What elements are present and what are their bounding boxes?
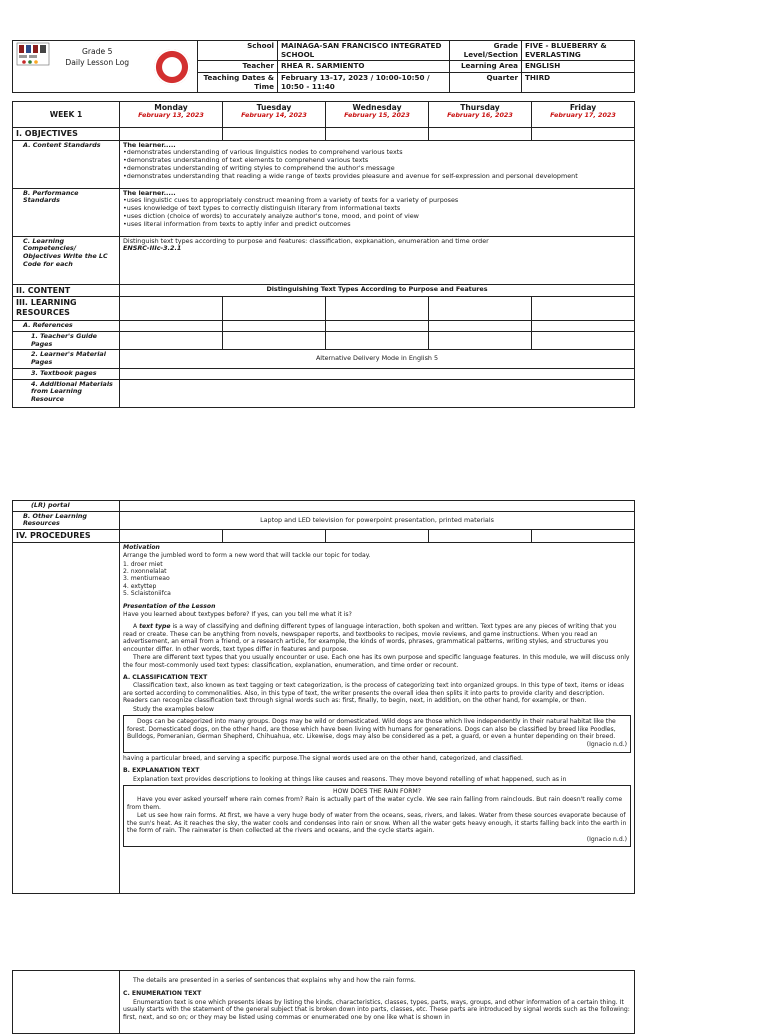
grade-section-label: Grade Level/Section bbox=[450, 41, 522, 61]
competencies-label: C. Learning Competencies/ Objectives Write the LC Code for each bbox=[13, 236, 120, 284]
learning-area-value: ENGLISH bbox=[522, 61, 635, 73]
content-standards-value: The learner..... • demonstrates understanding of various linguistics nodes to comprehend various texts • demonstrates understanding of text elements to comprehend various texts • demonstrates understanding of writing styles to comprehend the author's message • demonstrates understanding that reading a wide range of texts provides pleasure and avenue for self-expression and personal development bbox=[120, 140, 635, 188]
content-value: Distinguishing Text Types According to Purpose and Features bbox=[120, 284, 635, 297]
header-table bbox=[12, 40, 635, 93]
objectives-title: I. OBJECTIVES bbox=[13, 128, 120, 141]
teacher-label: Teacher bbox=[198, 61, 278, 73]
other-resources-label: B. Other Learning Resources bbox=[13, 511, 120, 529]
other-resources-value: Laptop and LED television for powerpoint presentation, printed materials bbox=[120, 511, 635, 529]
page3-label-cell bbox=[13, 971, 120, 1034]
grade-section-value: FIVE - BLUEBERRY & EVERLASTING bbox=[522, 41, 635, 61]
lr-portal-label: (LR) portal bbox=[13, 501, 120, 512]
page3-body: The details are presented in a series of sentences that explains why and how the rain forms. C. ENUMERATION TEXT Enumeration text is one which presents ideas by listing the kinds, characteristics, classes, types, parts, ways, groups, and other information of a certain thing. It usually starts with the statement of the general subject that is broken down into parts, classes, etc. These parts are introduced by signal words such as the following: first, next, and so on; or they may be listed using commas or enumerated one by one like what is shown in bbox=[120, 971, 635, 1034]
lesson-table bbox=[12, 101, 635, 407]
school-value: MAINAGA-SAN FRANCISCO INTEGRATED SCHOOL bbox=[278, 41, 450, 61]
teachers-guide-label: 1. Teacher's Guide Pages bbox=[13, 332, 120, 350]
jumbled-words-list: 1. droer miet 2. nxonnelalat 3. mentiurneao 4. extyttep 5. Sclaistoniifca bbox=[123, 560, 171, 598]
teaching-dates-label: Teaching Dates & Time bbox=[198, 72, 278, 92]
competencies-value: Distinguish text types according to purpose and features: classification, expkanation, enumeration and time order ENSRC-IIIc-3.2.1 bbox=[120, 236, 635, 284]
page-1 bbox=[12, 40, 634, 408]
seal-cell bbox=[148, 41, 198, 93]
page-2 bbox=[12, 500, 634, 894]
day-monday: Monday February 13, 2023 bbox=[120, 102, 223, 128]
teacher-value: RHEA R. SARMIENTO bbox=[278, 61, 450, 73]
grade-label: Grade 5 bbox=[82, 47, 113, 56]
learners-material-value: Alternative Delivery Mode in English 5 bbox=[120, 350, 635, 368]
header-title-cell bbox=[13, 41, 148, 93]
day-thursday: Thursday February 16, 2023 bbox=[429, 102, 532, 128]
explanation-example-box: HOW DOES THE RAIN FORM? Have you ever asked yourself where rain comes from? Rain is actually part of the water cycle. We see rain falling from rainclouds. But rain doesn't really come from them. Let us see how rain forms. At first, we have a very huge body of water from the oceans, seas, rivers, and lakes. Water from these sources evaporate because of the sun's heat. As it reaches the sky, the water cools and condenses into rain or snow. When all the water gets heavy enough, it starts falling back into the earth in the form of rain. The rainwater is then collected at the rivers and oceans, and the cycle starts again. (Ignacio n.d.) bbox=[123, 785, 631, 847]
procedures-body: Motivation Arrange the jumbled word to form a new word that will tackle our topic for today. 1. droer miet 2. nxonnelalat 3. mentiurneao 4. extyttep 5. Sclaistoniifca Presentation of the Lesson Have you learned about textypes before? If yes, can you tell me what it is? A text type is a way of classifying and defining different types of language interaction, both spoken and written. Text types are any pieces of writing that you read or create. These can be anything from novels, newspaper reports, and textbooks to recipes, movie reviews, and game instructions. When you read an advertisement, an email from a friend, or a research article, for example, the kinds of words, phrases, grammatical patterns, writing styles, and structures you encounter differ. In other words, text types differ in features and purpose. There are different text types that you usually encounter or use. Each one has its own purpose and specific language features. In this module, we will discuss only the four most-commonly used text types: classification, explanation, enumeration, and time order or recount. A. CLASSIFICATION TEXT Classification text, also known as text tagging or text categorization, is the process of categorizing text into organized groups. In this type of text, items or ideas are sorted according to commonalities. Also, in this type of text, the writer presents the overall idea then splits it into parts to provide clarity and description. Readers can recognize classification text through signal words such as: first, finally, to begin, next, in addition, on the other hand, for example, or then. Study the examples below Dogs can be categorized into many groups. Dogs may be wild or domesticated. Wild dogs are those which live independently in their natural habitat like the forest. Domesticated dogs, on the other hand, are those which have been living with humans for generations. Dogs can also be classified by breed like Poodles, Bulldogs, Pomeranian, German Shepherd, Chihuahua, etc. Likewise, dogs may also be considered as a pet, a guard, or even a hunter depending on their breed. (Ignacio n.d.) having a particular breed, and serving a specific purpose.The signal words used are on the other hand, categorized, and classified. B. EXPLANATION TEXT Explanation text provides descriptions to looking at things like causes and reasons. They move beyond retelling of what happened, such as in HOW DOES THE RAIN FORM? Have you ever asked yourself where rain comes from? Rain is actually part of the water cycle. We see rain falling from rainclouds. But rain doesn't really come from them. Let us see how rain forms. At first, we have a very huge body of water from the oceans, seas, rivers, and lakes. Water from these sources evaporate because of the sun's heat. As it reaches the sky, the water cools and condenses into rain or snow. When all the water gets heavy enough, it starts falling back into the earth in the form of rain. The rainwater is then collected at the rivers and oceans, and the cycle starts again. (Ignacio n.d.) bbox=[120, 542, 635, 893]
learning-area-label: Learning Area bbox=[450, 61, 522, 73]
lesson-table-continued bbox=[12, 500, 635, 894]
week-label: WEEK 1 bbox=[13, 102, 120, 128]
log-title: Daily Lesson Log bbox=[65, 58, 130, 68]
content-standards-label: A. Content Standards bbox=[13, 140, 120, 188]
resources-title: III. LEARNING RESOURCES bbox=[13, 297, 120, 321]
procedures-title: IV. PROCEDURES bbox=[13, 530, 120, 543]
school-label: School bbox=[198, 41, 278, 61]
content-title: II. CONTENT bbox=[13, 284, 120, 297]
quarter-label: Quarter bbox=[450, 72, 522, 92]
school-seal-icon bbox=[154, 49, 190, 85]
classification-example-box: Dogs can be categorized into many groups. Dogs may be wild or domesticated. Wild dogs are those which live independently in their natural habitat like the forest. Domesticated dogs, on the other hand, are those which have been living with humans for generations. Dogs can also be classified by breed like Poodles, Bulldogs, Pomeranian, German Shepherd, Chihuahua, etc. Likewise, dogs may also be considered as a pet, a guard, or even a hunter depending on their breed. (Ignacio n.d.) bbox=[123, 715, 631, 753]
quarter-value: THIRD bbox=[522, 72, 635, 92]
page-3 bbox=[12, 970, 634, 1034]
day-wednesday: Wednesday February 15, 2023 bbox=[326, 102, 429, 128]
additional-materials-label: 4. Additional Materials from Learning Resource bbox=[13, 379, 120, 407]
day-friday: Friday February 17, 2023 bbox=[532, 102, 635, 128]
lesson-table-page3 bbox=[12, 970, 635, 1034]
references-label: A. References bbox=[13, 321, 120, 332]
day-tuesday: Tuesday February 14, 2023 bbox=[223, 102, 326, 128]
textbook-pages-label: 3. Textbook pages bbox=[13, 368, 120, 379]
procedures-label-cell bbox=[13, 542, 120, 893]
teaching-dates-value: February 13-17, 2023 / 10:00-10:50 / 10:50 - 11:40 bbox=[278, 72, 450, 92]
performance-standards-label: B. Performance Standards bbox=[13, 188, 120, 236]
learners-material-label: 2. Learner's Material Pages bbox=[13, 350, 120, 368]
deped-logo bbox=[16, 42, 50, 66]
performance-standards-value: The learner..... • uses linguistic cues to appropriately construct meaning from a variety of texts for a variety of purposes • uses knowledge of text types to correctly distinguish literary from informational texts • uses diction (choice of words) to accurately analyze author's tone, mood, and point of view • uses literal information from texts to aptly infer and predict outcomes bbox=[120, 188, 635, 236]
